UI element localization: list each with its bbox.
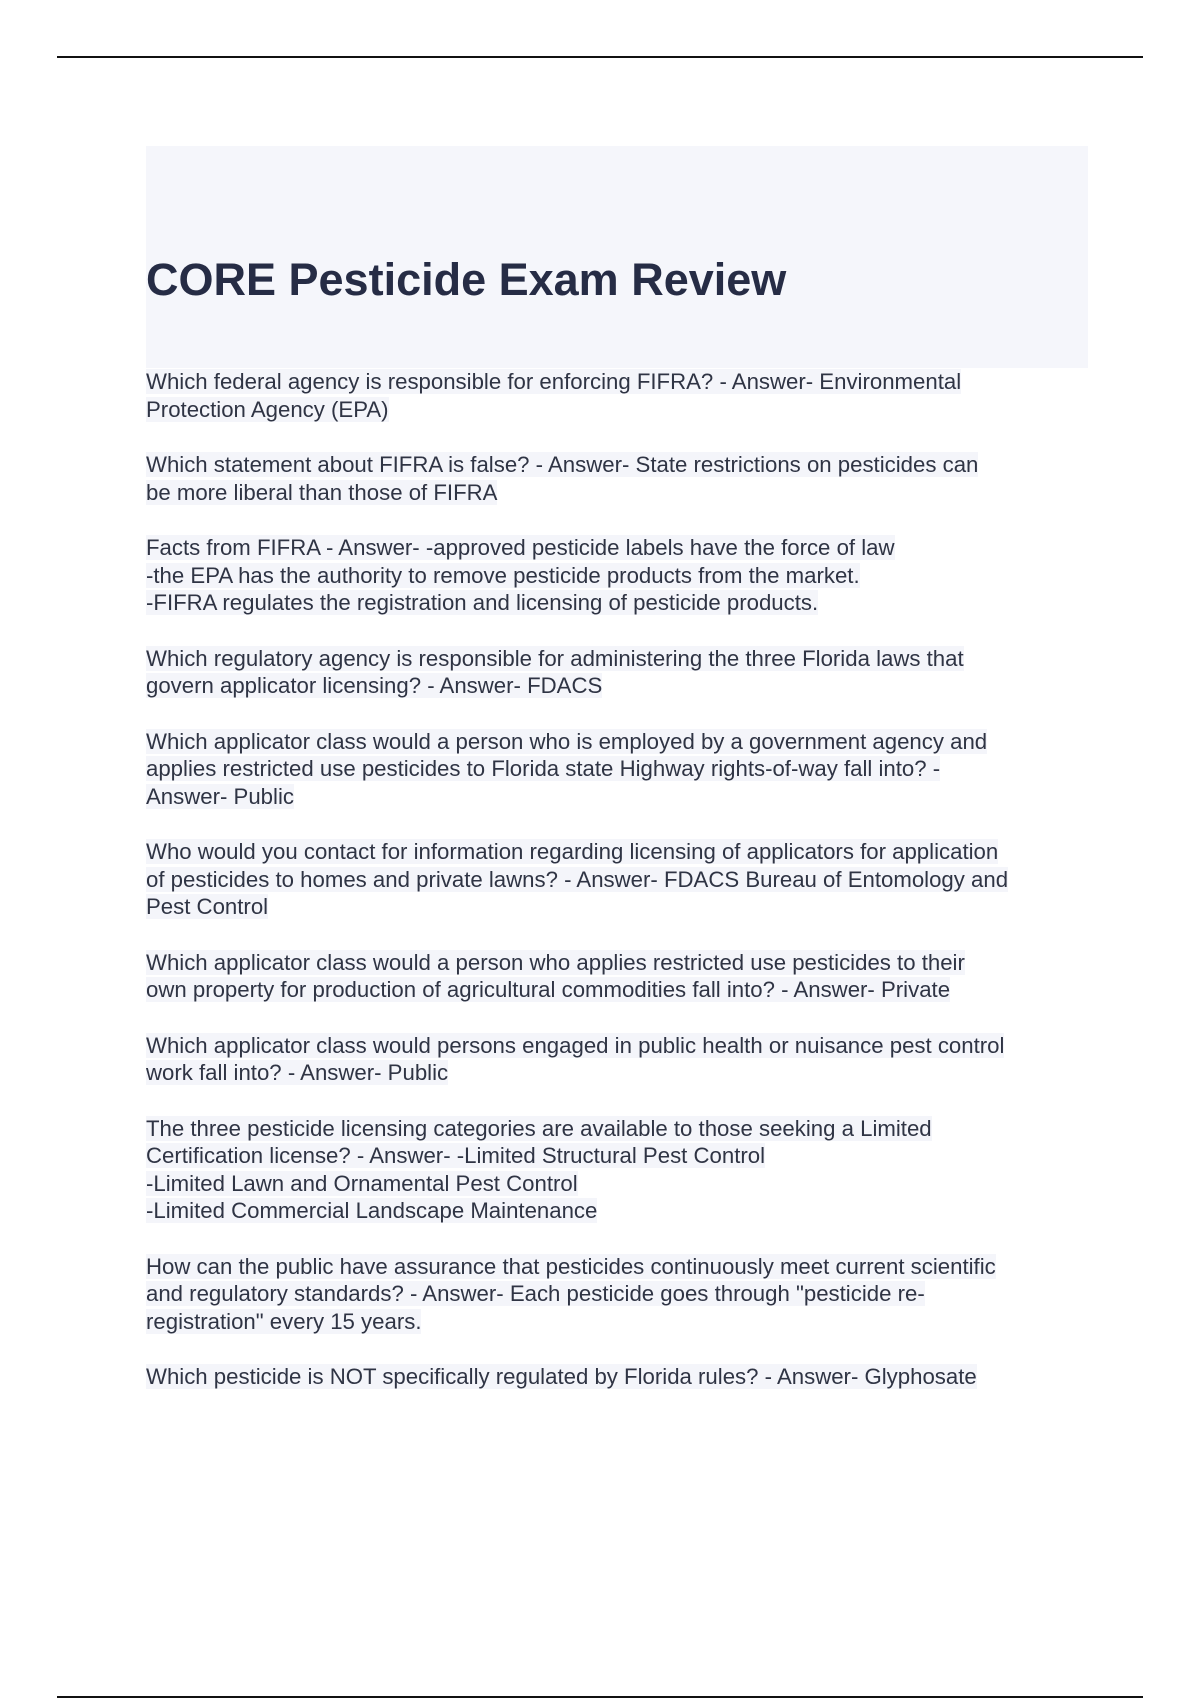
qa-line-text: and regulatory standards? - Answer- Each pesticide goes through "pesticide re- [146,1281,925,1306]
qa-line [146,645,1096,673]
qa-line [146,1253,1096,1281]
qa-item [146,1253,1096,1336]
qa-line-text: Certification license? - Answer- -Limited Structural Pest Control [146,1143,766,1168]
qa-line-text: -Limited Commercial Landscape Maintenance [146,1198,598,1223]
qa-item [146,534,1096,617]
qa-item [146,451,1096,506]
qa-line [146,1363,1096,1391]
qa-line-text: registration" every 15 years. [146,1308,422,1334]
qa-line [146,479,1096,507]
qa-line-text: Which federal agency is responsible for enforcing FIFRA? - Answer- Environmental [146,369,962,394]
qa-line-text: Who would you contact for information regarding licensing of applicators for application [146,839,999,864]
qa-line-text: -Limited Lawn and Ornamental Pest Control [146,1170,578,1196]
qa-line-text: Answer- Public [146,783,294,809]
qa-item [146,1115,1096,1225]
qa-line [146,451,1096,479]
qa-line [146,755,1096,783]
qa-line-text: The three pesticide licensing categories are available to those seeking a Limited [146,1115,932,1141]
qa-line [146,728,1096,756]
qa-line [146,1170,1096,1198]
qa-line [146,1308,1096,1336]
qa-line-text: govern applicator licensing? - Answer- FDACS [146,673,603,698]
qa-item [146,368,1096,423]
qa-item [146,1032,1096,1087]
title-banner [146,146,1088,368]
qa-line [146,1142,1096,1170]
qa-item [146,645,1096,700]
qa-item [146,949,1096,1004]
qa-line-text: -the EPA has the authority to remove pesticide products from the market. [146,562,860,588]
qa-line-text: How can the public have assurance that pesticides continuously meet current scientific [146,1253,996,1279]
qa-line [146,534,1096,562]
qa-line-text: Which statement about FIFRA is false? - Answer- State restrictions on pesticides can [146,452,979,477]
qa-line-text: Which applicator class would persons engaged in public health or nuisance pest control [146,1032,1005,1058]
qa-line [146,589,1096,617]
qa-line-text: Which applicator class would a person who applies restricted use pesticides to their [146,949,965,975]
qa-item [146,1363,1096,1391]
qa-line [146,1197,1096,1225]
qa-line-text: applies restricted use pesticides to Florida state Highway rights-of-way fall into? - [146,756,941,781]
qa-line [146,893,1096,921]
qa-line-text: be more liberal than those of FIFRA [146,479,498,505]
qa-line-text: -FIFRA regulates the registration and licensing of pesticide products. [146,590,819,615]
qa-line-text: Which regulatory agency is responsible for administering the three Florida laws that [146,645,964,671]
qa-line [146,1280,1096,1308]
qa-line [146,1115,1096,1143]
qa-line [146,562,1096,590]
document-title: CORE Pesticide Exam Review [146,254,787,305]
qa-line [146,396,1096,424]
top-rule [57,56,1143,58]
qa-line [146,949,1096,977]
qa-line [146,1032,1096,1060]
qa-line [146,976,1096,1004]
qa-line [146,368,1096,396]
bottom-rule [57,1696,1143,1698]
qa-item [146,838,1096,921]
qa-line-text: work fall into? - Answer- Public [146,1060,449,1085]
qa-line-text: Protection Agency (EPA) [146,396,389,422]
qa-line-text: Pest Control [146,894,269,919]
qa-line-text: own property for production of agricultural commodities fall into? - Answer- Private [146,977,951,1002]
qa-line [146,783,1096,811]
qa-line-text: of pesticides to homes and private lawns? - Answer- FDACS Bureau of Entomology and [146,866,1009,892]
qa-line [146,866,1096,894]
qa-line [146,672,1096,700]
qa-list [146,368,1096,1419]
qa-item [146,728,1096,811]
qa-line [146,1059,1096,1087]
qa-line-text: Which applicator class would a person who is employed by a government agency and [146,728,988,754]
qa-line [146,838,1096,866]
qa-line-text: Facts from FIFRA - Answer- -approved pesticide labels have the force of law [146,535,895,560]
qa-line-text: Which pesticide is NOT specifically regulated by Florida rules? - Answer- Glyphosate [146,1364,977,1389]
